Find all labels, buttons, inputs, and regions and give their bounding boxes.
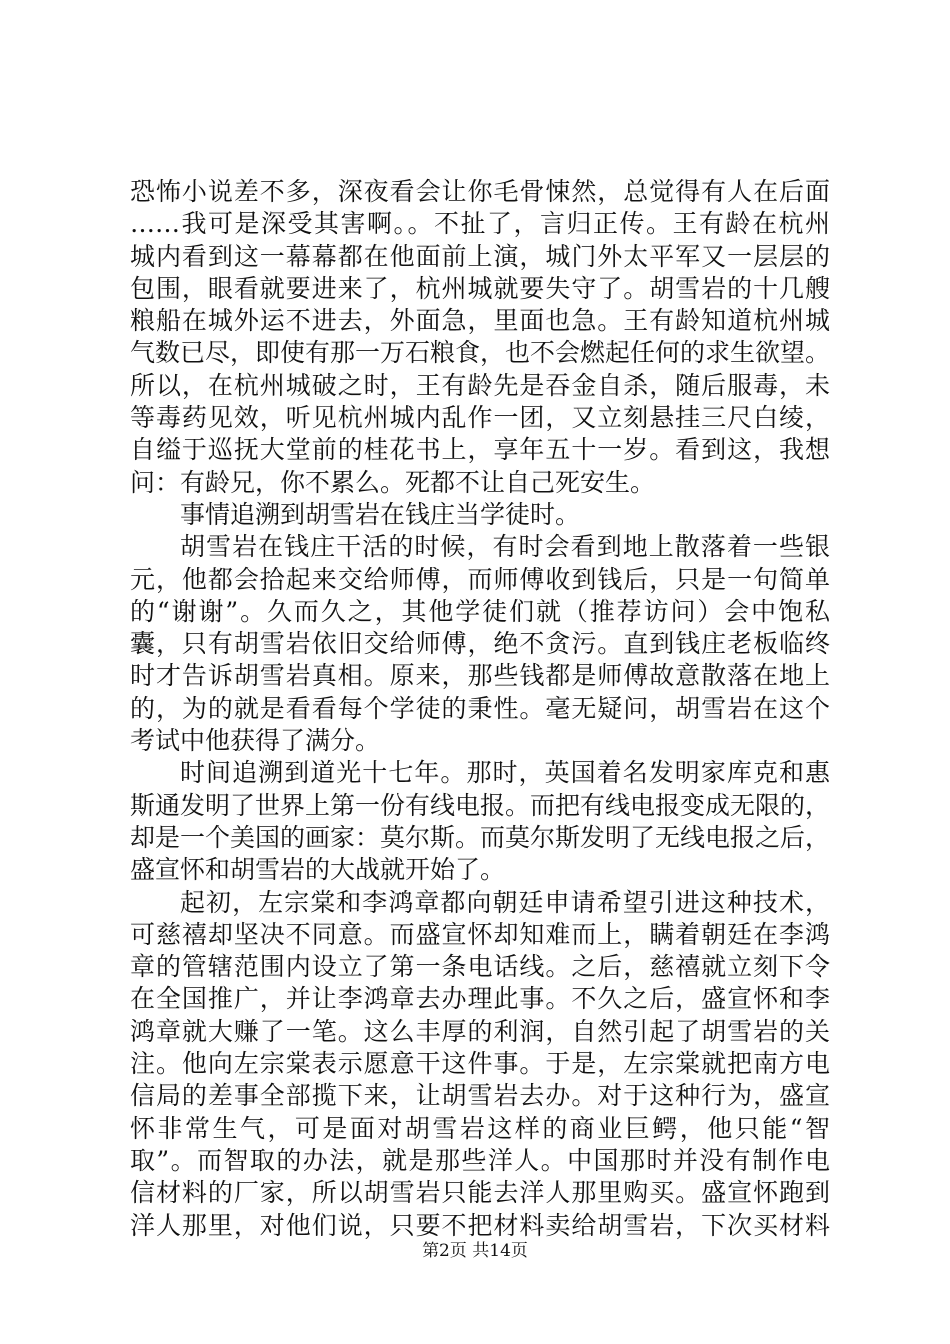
text-line: 事情追溯到胡雪岩在钱庄当学徒时。	[180, 499, 581, 529]
text-line: 考试中他获得了满分。	[130, 726, 381, 756]
page-number-footer: 第2页 共14页	[422, 1241, 528, 1261]
text-line: 的，为的就是看看每个学徒的秉性。毫无疑问，胡雪岩在这个	[130, 693, 830, 723]
text-line: 自缢于巡抚大堂前的桂花书上，享年五十一岁。看到这，我想	[130, 435, 830, 465]
text-line: 章的管辖范围内设立了第一条电话线。之后，慈禧就立刻下令	[130, 952, 830, 982]
text-line: 所以，在杭州城破之时，王有龄先是吞金自杀，随后服毒，未	[130, 370, 830, 400]
text-line: 恐怖小说差不多，深夜看会让你毛骨悚然，总觉得有人在后面	[130, 177, 830, 206]
text-line: 时间追溯到道光十七年。那时，英国着名发明家库克和惠	[180, 758, 830, 788]
text-line: 盛宣怀和胡雪岩的大战就开始了。	[130, 855, 506, 885]
text-line: 时才告诉胡雪岩真相。原来，那些钱都是师傅故意散落在地上	[130, 661, 830, 691]
text-line: 问：有龄兄，你不累么。死都不让自己死安生。	[130, 467, 656, 497]
text-line: 信局的差事全部揽下来，让胡雪岩去办。对于这种行为，盛宣	[130, 1081, 830, 1111]
text-line: 洋人那里，对他们说，只要不把材料卖给胡雪岩，下次买材料	[130, 1210, 830, 1240]
text-line: 可慈禧却坚决不同意。而盛宣怀却知难而上，瞒着朝廷在李鸿	[130, 919, 830, 949]
text-line: 胡雪岩在钱庄干活的时候，有时会看到地上散落着一些银	[180, 532, 830, 562]
text-line: 等毒药见效，听见杭州城内乱作一团，又立刻悬挂三尺白绫，	[130, 403, 830, 433]
text-line: 的“谢谢”。久而久之，其他学徒们就（推荐访问）会中饱私	[130, 596, 830, 626]
text-line: ……我可是深受其害啊。。不扯了，言归正传。王有龄在杭州	[130, 209, 830, 239]
text-line: 粮船在城外运不进去，外面急，里面也急。王有龄知道杭州城	[130, 306, 830, 336]
text-line: 却是一个美国的画家：莫尔斯。而莫尔斯发明了无线电报之后，	[130, 822, 830, 852]
text-line: 怀非常生气，可是面对胡雪岩这样的商业巨鳄，他只能“智	[130, 1113, 830, 1143]
text-line: 注。他向左宗棠表示愿意干这件事。于是，左宗棠就把南方电	[130, 1049, 830, 1079]
text-line: 元，他都会拾起来交给师傅，而师傅收到钱后，只是一句简单	[130, 564, 830, 594]
text-line: 囊，只有胡雪岩依旧交给师傅，绝不贪污。直到钱庄老板临终	[130, 629, 830, 659]
text-line: 取”。而智取的办法，就是那些洋人。中国那时并没有制作电	[130, 1145, 830, 1175]
text-line: 起初，左宗棠和李鸿章都向朝廷申请希望引进这种技术，	[180, 887, 830, 917]
body-text	[130, 176, 830, 1242]
text-line: 气数已尽，即使有那一万石粮食，也不会燃起任何的求生欲望。	[130, 338, 830, 368]
text-line: 城内看到这一幕幕都在他面前上演，城门外太平军又一层层的	[130, 241, 830, 271]
text-line: 鸿章就大赚了一笔。这么丰厚的利润，自然引起了胡雪岩的关	[130, 1016, 830, 1046]
text-line: 在全国推广，并让李鸿章去办理此事。不久之后，盛宣怀和李	[130, 984, 830, 1014]
text-line: 斯通发明了世界上第一份有线电报。而把有线电报变成无限的，	[130, 790, 830, 820]
text-line: 信材料的厂家，所以胡雪岩只能去洋人那里购买。盛宣怀跑到	[130, 1178, 830, 1208]
text-line: 包围，眼看就要进来了，杭州城就要失守了。胡雪岩的十几艘	[130, 273, 830, 303]
